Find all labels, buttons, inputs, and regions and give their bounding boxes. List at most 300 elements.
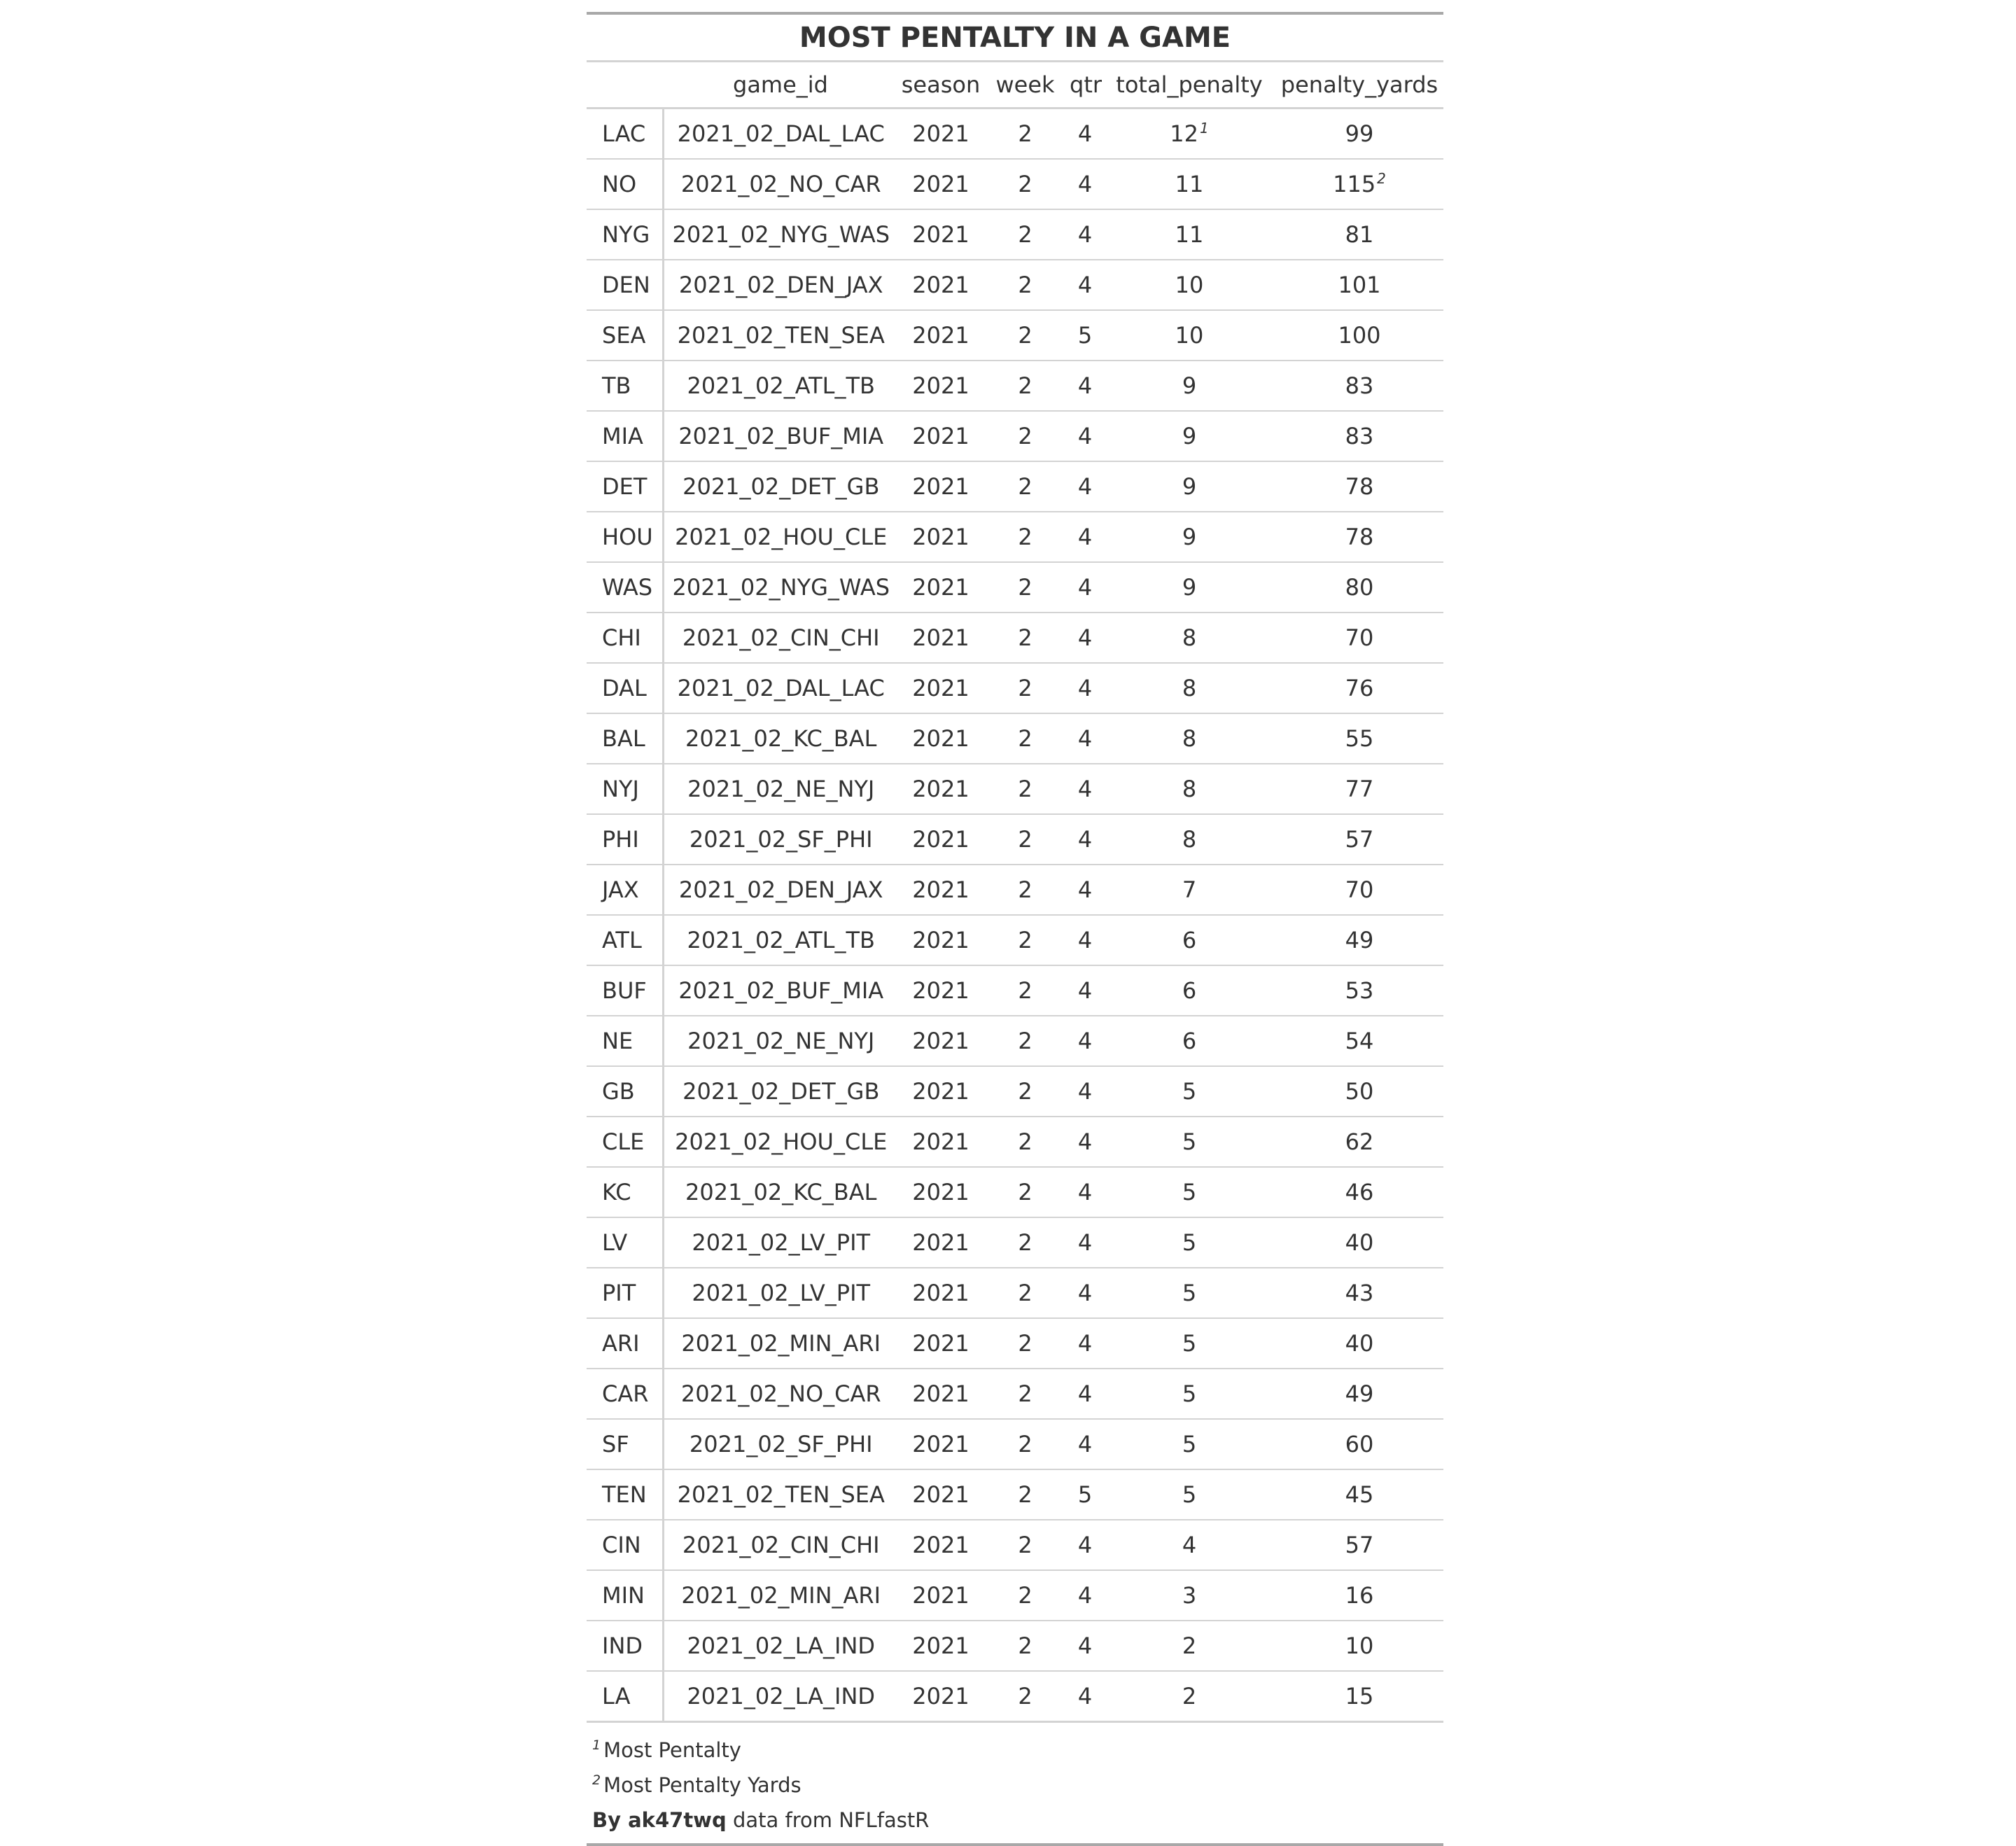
cell-value: 2021 xyxy=(912,1380,969,1407)
cell-value: 2021 xyxy=(912,1280,969,1306)
table-row xyxy=(587,1066,1443,1117)
cell-value: 6 xyxy=(1182,927,1197,953)
cell-value: 2021 xyxy=(912,221,969,248)
cell-week xyxy=(983,865,1067,915)
cell-value: 4 xyxy=(1077,1028,1093,1054)
cell-value: 4 xyxy=(1077,826,1093,853)
cell-value: 4 xyxy=(1077,221,1093,248)
cell-value: 2021_02_DEN_JAX xyxy=(678,272,883,298)
cell-season xyxy=(898,613,983,663)
cell-value: 2 xyxy=(1018,624,1032,651)
column-header: week xyxy=(983,62,1067,109)
cell-total-penalty xyxy=(1103,1419,1275,1469)
cell-value: 11 xyxy=(1175,171,1204,197)
cell-value: 70 xyxy=(1345,624,1374,651)
table-row xyxy=(587,613,1443,663)
cell-season xyxy=(898,713,983,764)
cell-value: 15 xyxy=(1345,1683,1374,1709)
cell-penalty-yards xyxy=(1275,814,1443,865)
cell-week xyxy=(983,260,1067,310)
cell-game-id xyxy=(663,109,898,160)
cell-value: 2021 xyxy=(912,1179,969,1205)
cell-value: 5 xyxy=(1182,1229,1197,1256)
cell-penalty-yards xyxy=(1275,1217,1443,1268)
cell-total-penalty xyxy=(1103,1520,1275,1570)
cell-total-penalty xyxy=(1103,663,1275,713)
table-row xyxy=(587,209,1443,260)
cell-penalty-yards xyxy=(1275,1117,1443,1167)
cell-value: 2 xyxy=(1018,423,1032,449)
cell-value: 4 xyxy=(1077,1128,1093,1155)
cell-qtr xyxy=(1067,713,1103,764)
cell-value: 2 xyxy=(1018,675,1032,701)
cell-value: 9 xyxy=(1182,524,1197,550)
cell-qtr xyxy=(1067,663,1103,713)
cell-value: 49 xyxy=(1345,927,1374,953)
cell-game-id xyxy=(663,1066,898,1117)
cell-value: 6 xyxy=(1182,1028,1197,1054)
cell-week xyxy=(983,209,1067,260)
cell-penalty-yards xyxy=(1275,159,1443,209)
team-label: CHI xyxy=(587,613,663,663)
cell-value: 2021_02_DAL_LAC xyxy=(677,675,885,701)
cell-value: 45 xyxy=(1345,1481,1374,1508)
cell-value: 2021 xyxy=(912,423,969,449)
team-label: LAC xyxy=(587,109,663,160)
cell-value: 2 xyxy=(1018,1582,1032,1609)
team-label: MIA xyxy=(587,411,663,461)
table-title: MOST PENTALTY IN A GAME xyxy=(587,15,1443,62)
cell-total-penalty xyxy=(1103,1217,1275,1268)
cell-game-id xyxy=(663,1621,898,1671)
cell-penalty-yards xyxy=(1275,1671,1443,1722)
stub-header xyxy=(587,62,663,109)
cell-total-penalty xyxy=(1103,1570,1275,1621)
table-row xyxy=(587,915,1443,965)
cell-week xyxy=(983,1369,1067,1419)
cell-penalty-yards xyxy=(1275,1469,1443,1520)
cell-week xyxy=(983,461,1067,512)
cell-penalty-yards xyxy=(1275,1066,1443,1117)
team-label: ARI xyxy=(587,1318,663,1369)
cell-season xyxy=(898,361,983,411)
cell-value: 2021_02_CIN_CHI xyxy=(682,624,880,651)
cell-value: 2021 xyxy=(912,171,969,197)
cell-value: 2021_02_NYG_WAS xyxy=(672,574,890,601)
cell-value: 7 xyxy=(1182,876,1197,903)
team-label: PIT xyxy=(587,1268,663,1318)
cell-value: 10 xyxy=(1345,1632,1374,1659)
cell-value: 2021 xyxy=(912,675,969,701)
cell-value: 2021 xyxy=(912,1078,969,1105)
team-label: JAX xyxy=(587,865,663,915)
table-row xyxy=(587,411,1443,461)
cell-season xyxy=(898,1570,983,1621)
cell-value: 5 xyxy=(1182,1179,1197,1205)
cell-total-penalty xyxy=(1103,915,1275,965)
cell-value: 10 xyxy=(1175,322,1204,349)
cell-value: 5 xyxy=(1182,1380,1197,1407)
source-text: data from NFLfastR xyxy=(726,1808,930,1832)
cell-qtr xyxy=(1067,512,1103,562)
cell-total-penalty xyxy=(1103,361,1275,411)
cell-week xyxy=(983,915,1067,965)
cell-game-id xyxy=(663,663,898,713)
cell-value: 4 xyxy=(1077,977,1093,1004)
cell-season xyxy=(898,764,983,814)
cell-season xyxy=(898,159,983,209)
footnote-mark: 2 xyxy=(1377,170,1386,188)
cell-value: 2021 xyxy=(912,574,969,601)
cell-qtr xyxy=(1067,814,1103,865)
cell-value: 4 xyxy=(1077,120,1093,147)
cell-value: 2021 xyxy=(912,725,969,752)
cell-game-id xyxy=(663,461,898,512)
cell-game-id xyxy=(663,209,898,260)
cell-value: 2021_02_DET_GB xyxy=(682,1078,880,1105)
cell-value: 4 xyxy=(1077,1280,1093,1306)
cell-total-penalty xyxy=(1103,1621,1275,1671)
cell-qtr xyxy=(1067,1167,1103,1217)
cell-penalty-yards xyxy=(1275,1520,1443,1570)
cell-qtr xyxy=(1067,1520,1103,1570)
cell-value: 2 xyxy=(1018,1532,1032,1558)
cell-qtr xyxy=(1067,1469,1103,1520)
cell-value: 2021 xyxy=(912,776,969,802)
cell-penalty-yards xyxy=(1275,1369,1443,1419)
cell-value: 9 xyxy=(1182,574,1197,601)
cell-value: 5 xyxy=(1182,1431,1197,1457)
table-row xyxy=(587,663,1443,713)
cell-value: 2 xyxy=(1018,1128,1032,1155)
cell-game-id xyxy=(663,764,898,814)
cell-value: 2 xyxy=(1018,221,1032,248)
cell-value: 2021 xyxy=(912,977,969,1004)
cell-penalty-yards xyxy=(1275,965,1443,1016)
cell-season xyxy=(898,1217,983,1268)
cell-qtr xyxy=(1067,109,1103,160)
cell-total-penalty xyxy=(1103,1369,1275,1419)
cell-penalty-yards xyxy=(1275,562,1443,613)
cell-value: 2021 xyxy=(912,524,969,550)
cell-value: 2021 xyxy=(912,1481,969,1508)
cell-total-penalty xyxy=(1103,1268,1275,1318)
cell-value: 2 xyxy=(1018,876,1032,903)
cell-value: 4 xyxy=(1077,372,1093,399)
cell-week xyxy=(983,713,1067,764)
cell-game-id xyxy=(663,1217,898,1268)
cell-value: 2021 xyxy=(912,372,969,399)
cell-value: 4 xyxy=(1077,624,1093,651)
cell-value: 2 xyxy=(1018,1330,1032,1357)
cell-season xyxy=(898,1318,983,1369)
cell-value: 2021_02_LV_PIT xyxy=(692,1229,871,1256)
cell-total-penalty xyxy=(1103,1066,1275,1117)
cell-game-id xyxy=(663,965,898,1016)
cell-value: 4 xyxy=(1077,675,1093,701)
cell-season xyxy=(898,209,983,260)
cell-value: 8 xyxy=(1182,776,1197,802)
cell-value: 2021 xyxy=(912,322,969,349)
cell-value: 2 xyxy=(1018,1481,1032,1508)
team-label: PHI xyxy=(587,814,663,865)
cell-value: 2021_02_CIN_CHI xyxy=(682,1532,880,1558)
cell-game-id xyxy=(663,260,898,310)
cell-value: 4 xyxy=(1077,1632,1093,1659)
cell-value: 2021_02_HOU_CLE xyxy=(675,1128,888,1155)
cell-total-penalty xyxy=(1103,1016,1275,1066)
table-row xyxy=(587,1570,1443,1621)
cell-season xyxy=(898,461,983,512)
cell-value: 77 xyxy=(1345,776,1374,802)
cell-value: 2021_02_KC_BAL xyxy=(685,1179,877,1205)
cell-total-penalty xyxy=(1103,814,1275,865)
cell-value: 2 xyxy=(1018,1280,1032,1306)
footnote-mark: 2 xyxy=(592,1772,601,1789)
cell-value: 2021_02_DEN_JAX xyxy=(678,876,883,903)
cell-value: 8 xyxy=(1182,624,1197,651)
cell-value: 2021_02_MIN_ARI xyxy=(681,1582,881,1609)
cell-total-penalty xyxy=(1103,461,1275,512)
cell-value: 4 xyxy=(1077,1582,1093,1609)
cell-week xyxy=(983,1570,1067,1621)
cell-week xyxy=(983,159,1067,209)
cell-value: 5 xyxy=(1077,1481,1093,1508)
cell-value: 2021_02_NE_NYJ xyxy=(687,1028,875,1054)
cell-value: 6 xyxy=(1182,977,1197,1004)
cell-value: 2021_02_HOU_CLE xyxy=(675,524,888,550)
table-row xyxy=(587,109,1443,160)
cell-value: 5 xyxy=(1182,1078,1197,1105)
cell-value: 4 xyxy=(1077,473,1093,500)
cell-value: 2 xyxy=(1018,1229,1032,1256)
cell-qtr xyxy=(1067,764,1103,814)
team-label: CAR xyxy=(587,1369,663,1419)
team-label: ATL xyxy=(587,915,663,965)
cell-value: 4 xyxy=(1077,725,1093,752)
cell-qtr xyxy=(1067,915,1103,965)
cell-game-id xyxy=(663,1318,898,1369)
cell-season xyxy=(898,109,983,160)
cell-qtr xyxy=(1067,613,1103,663)
column-header-row xyxy=(587,62,1443,109)
cell-total-penalty xyxy=(1103,109,1275,160)
team-label: NYG xyxy=(587,209,663,260)
cell-season xyxy=(898,310,983,361)
cell-value: 9 xyxy=(1182,473,1197,500)
cell-value: 54 xyxy=(1345,1028,1374,1054)
cell-total-penalty xyxy=(1103,613,1275,663)
cell-penalty-yards xyxy=(1275,1570,1443,1621)
cell-season xyxy=(898,1520,983,1570)
cell-penalty-yards xyxy=(1275,411,1443,461)
table-row xyxy=(587,1621,1443,1671)
cell-value: 4 xyxy=(1077,524,1093,550)
table-row xyxy=(587,1671,1443,1722)
team-label: KC xyxy=(587,1167,663,1217)
cell-week xyxy=(983,1621,1067,1671)
cell-qtr xyxy=(1067,1369,1103,1419)
cell-qtr xyxy=(1067,1117,1103,1167)
cell-value: 2 xyxy=(1018,272,1032,298)
cell-value: 2 xyxy=(1018,776,1032,802)
cell-value: 2 xyxy=(1018,725,1032,752)
cell-total-penalty xyxy=(1103,209,1275,260)
cell-penalty-yards xyxy=(1275,310,1443,361)
cell-value: 76 xyxy=(1345,675,1374,701)
cell-value: 5 xyxy=(1182,1481,1197,1508)
cell-value: 5 xyxy=(1182,1280,1197,1306)
cell-season xyxy=(898,1469,983,1520)
cell-season xyxy=(898,915,983,965)
cell-penalty-yards xyxy=(1275,461,1443,512)
cell-qtr xyxy=(1067,1419,1103,1469)
cell-week xyxy=(983,562,1067,613)
cell-value: 46 xyxy=(1345,1179,1374,1205)
cell-season xyxy=(898,814,983,865)
cell-qtr xyxy=(1067,1268,1103,1318)
team-label: TEN xyxy=(587,1469,663,1520)
cell-value: 2021_02_NO_CAR xyxy=(680,171,881,197)
cell-penalty-yards xyxy=(1275,1016,1443,1066)
cell-game-id xyxy=(663,1016,898,1066)
cell-game-id xyxy=(663,915,898,965)
cell-qtr xyxy=(1067,1016,1103,1066)
team-label: DAL xyxy=(587,663,663,713)
cell-value: 2 xyxy=(1018,1380,1032,1407)
data-table-container xyxy=(587,12,1443,1846)
cell-value: 2 xyxy=(1018,171,1032,197)
team-label: NO xyxy=(587,159,663,209)
table-row xyxy=(587,814,1443,865)
column-header: total_penalty xyxy=(1103,62,1275,109)
cell-total-penalty xyxy=(1103,1671,1275,1722)
cell-value: 2021_02_ATL_TB xyxy=(687,927,875,953)
cell-qtr xyxy=(1067,209,1103,260)
cell-week xyxy=(983,1167,1067,1217)
cell-penalty-yards xyxy=(1275,209,1443,260)
cell-value: 2 xyxy=(1018,977,1032,1004)
team-label: DET xyxy=(587,461,663,512)
cell-value: 5 xyxy=(1182,1330,1197,1357)
cell-week xyxy=(983,1520,1067,1570)
cell-value: 2021_02_LA_IND xyxy=(687,1683,876,1709)
cell-value: 2 xyxy=(1018,524,1032,550)
cell-value: 53 xyxy=(1345,977,1374,1004)
cell-penalty-yards xyxy=(1275,1419,1443,1469)
cell-total-penalty xyxy=(1103,1318,1275,1369)
cell-season xyxy=(898,1066,983,1117)
cell-value: 12 xyxy=(1170,120,1198,147)
cell-value: 2021 xyxy=(912,927,969,953)
penalty-table xyxy=(587,15,1443,1723)
cell-value: 2021 xyxy=(912,1532,969,1558)
cell-value: 2 xyxy=(1018,1683,1032,1709)
table-row xyxy=(587,764,1443,814)
cell-penalty-yards xyxy=(1275,260,1443,310)
table-row xyxy=(587,1369,1443,1419)
cell-season xyxy=(898,1419,983,1469)
cell-week xyxy=(983,109,1067,160)
cell-qtr xyxy=(1067,361,1103,411)
cell-value: 8 xyxy=(1182,675,1197,701)
cell-value: 2021_02_TEN_SEA xyxy=(677,322,885,349)
cell-game-id xyxy=(663,1419,898,1469)
cell-value: 2021 xyxy=(912,120,969,147)
table-row xyxy=(587,965,1443,1016)
team-label: GB xyxy=(587,1066,663,1117)
cell-week xyxy=(983,814,1067,865)
cell-penalty-yards xyxy=(1275,713,1443,764)
cell-value: 2021_02_BUF_MIA xyxy=(678,977,884,1004)
table-row xyxy=(587,562,1443,613)
cell-value: 83 xyxy=(1345,423,1374,449)
cell-value: 2 xyxy=(1018,1028,1032,1054)
cell-week xyxy=(983,361,1067,411)
cell-value: 2021_02_TEN_SEA xyxy=(677,1481,885,1508)
cell-game-id xyxy=(663,1671,898,1722)
cell-season xyxy=(898,1369,983,1419)
cell-value: 2 xyxy=(1182,1683,1197,1709)
cell-season xyxy=(898,411,983,461)
cell-value: 8 xyxy=(1182,826,1197,853)
cell-penalty-yards xyxy=(1275,613,1443,663)
table-row xyxy=(587,512,1443,562)
cell-value: 2021_02_KC_BAL xyxy=(685,725,877,752)
cell-game-id xyxy=(663,512,898,562)
table-row xyxy=(587,1520,1443,1570)
cell-value: 2021_02_LA_IND xyxy=(687,1632,876,1659)
cell-penalty-yards xyxy=(1275,1268,1443,1318)
cell-week xyxy=(983,1268,1067,1318)
cell-game-id xyxy=(663,1117,898,1167)
table-row xyxy=(587,1469,1443,1520)
cell-value: 8 xyxy=(1182,725,1197,752)
team-label: HOU xyxy=(587,512,663,562)
cell-value: 2 xyxy=(1018,1179,1032,1205)
cell-value: 4 xyxy=(1077,927,1093,953)
cell-value: 2021_02_MIN_ARI xyxy=(681,1330,881,1357)
cell-value: 2021_02_SF_PHI xyxy=(689,826,873,853)
cell-game-id xyxy=(663,865,898,915)
table-row xyxy=(587,461,1443,512)
cell-game-id xyxy=(663,1167,898,1217)
cell-value: 4 xyxy=(1077,272,1093,298)
cell-value: 40 xyxy=(1345,1229,1374,1256)
team-label: SF xyxy=(587,1419,663,1469)
table-row xyxy=(587,865,1443,915)
cell-total-penalty xyxy=(1103,865,1275,915)
cell-value: 2021 xyxy=(912,1632,969,1659)
cell-qtr xyxy=(1067,411,1103,461)
cell-game-id xyxy=(663,159,898,209)
cell-season xyxy=(898,1016,983,1066)
cell-total-penalty xyxy=(1103,512,1275,562)
cell-season xyxy=(898,1167,983,1217)
team-label: WAS xyxy=(587,562,663,613)
cell-value: 2 xyxy=(1018,322,1032,349)
cell-week xyxy=(983,965,1067,1016)
cell-value: 2021_02_LV_PIT xyxy=(692,1280,871,1306)
cell-value: 9 xyxy=(1182,423,1197,449)
cell-game-id xyxy=(663,562,898,613)
table-row xyxy=(587,1268,1443,1318)
cell-total-penalty xyxy=(1103,260,1275,310)
cell-value: 2021_02_ATL_TB xyxy=(687,372,875,399)
cell-value: 2 xyxy=(1018,120,1032,147)
cell-value: 50 xyxy=(1345,1078,1374,1105)
cell-qtr xyxy=(1067,1621,1103,1671)
